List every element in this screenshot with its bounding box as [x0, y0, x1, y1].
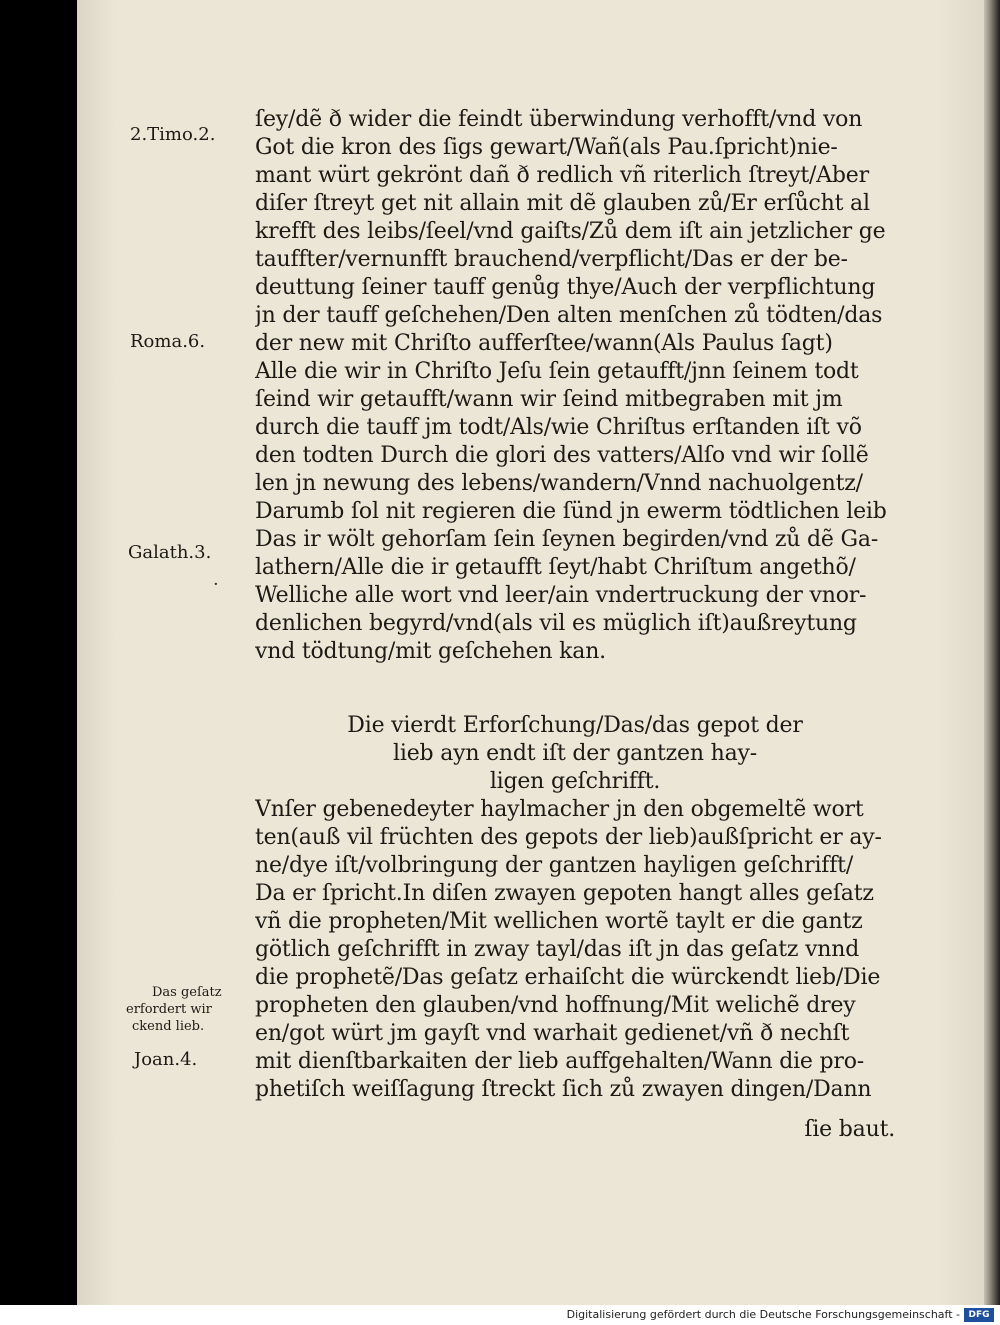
text-line: den todten Durch die glori des vatters/Alſo vnd wir ſollẽ [255, 443, 869, 468]
text-line: Darumb ſol nit regieren die ſünd jn ewerm tödtlichen leib [255, 499, 887, 524]
text-line: Alle die wir in Chriſto Jeſu ſein getaufft/jnn ſeinem todt [255, 359, 859, 384]
book-spine-shadow [984, 0, 1000, 1305]
text-line: ſey/dẽ ð wider die feindt überwindung verhofft/vnd von [255, 107, 863, 132]
footer-credit: Digitalisierung gefördert durch die Deutsche Forschungsgemeinschaft - [566, 1308, 960, 1321]
margin-note-timo: 2.Timo.2. [130, 124, 216, 145]
text-line: diſer ſtreyt get nit allain mit dẽ glauben zů/Er erſůcht al [255, 191, 870, 216]
heading-line: Die vierdt Erforſchung/Das/das gepot der [347, 713, 803, 738]
text-line: die prophetẽ/Das geſatz erhaiſcht die würckendt lieb/Die [255, 965, 881, 990]
text-line: denlichen begyrd/vnd(als vil es müglich iſt)außreytung [255, 611, 857, 636]
text-line: len jn newung des lebens/wandern/Vnnd nachuolgentz/ [255, 471, 863, 496]
text-line: tauffter/vernunfft brauchend/verpflicht/Das er der be- [255, 247, 848, 272]
text-line: ne/dye iſt/volbringung der gantzen hayligen geſchrifft/ [255, 853, 854, 878]
text-line: jn der tauff geſchehen/Den alten menſchen zů tödten/das [255, 303, 883, 328]
margin-note-gesatz: Das geſatz [152, 985, 222, 1000]
text-line: der new mit Chriſto aufferſtee/wann(Als Paulus ſagt) [255, 331, 833, 356]
text-line: ſeind wir getaufft/wann wir ſeind mitbegraben mit jm [255, 387, 843, 412]
text-line: durch die tauff jm todt/Als/wie Chriſtus erſtanden iſt võ [255, 415, 862, 440]
catchword: ſie baut. [804, 1117, 895, 1142]
text-line: vñ die propheten/Mit wellichen wortẽ taylt er die gantz [255, 909, 863, 934]
text-line: deuttung ſeiner tauff genůg thye/Auch der verpflichtung [255, 275, 876, 300]
text-line: Da er ſpricht.In diſen zwayen gepoten hangt alles geſatz [255, 881, 874, 906]
text-line: en/got würt jm gayſt vnd warhait gedienet/vñ ð nechſt [255, 1021, 850, 1046]
text-line: phetiſch weiſſagung ſtreckt ſich zů zwayen dingen/Dann [255, 1077, 872, 1102]
text-line: Welliche alle wort vnd leer/ain vndertruckung der vnor- [255, 583, 867, 608]
text-line: mant würt gekrönt dañ ð redlich vñ riterlich ſtreyt/Aber [255, 163, 869, 188]
text-line: Got die kron des ſigs gewart/Wañ(als Pau.ſpricht)nie- [255, 135, 838, 160]
text-line: lathern/Alle die ir getaufft ſeyt/habt Chriſtum angethõ/ [255, 555, 856, 580]
dfg-logo: DFG [964, 1308, 994, 1322]
text-line: krefft des leibs/ſeel/vnd gaiſts/Zů dem iſt ain jetzlicher ge [255, 219, 886, 244]
text-line: Das ir wölt gehorſam ſein ſeynen begirden/vnd zů dẽ Ga- [255, 527, 879, 552]
ink-mark: · [213, 574, 219, 595]
text-line: götlich geſchrifft in zway tayl/das iſt jn das geſatz vnnd [255, 937, 860, 962]
margin-note-joan: Joan.4. [134, 1049, 198, 1070]
footer-bar [0, 1305, 1000, 1325]
text-line: ten(auß vil früchten des gepots der lieb)außſpricht er ay- [255, 825, 882, 850]
text-line: propheten den glauben/vnd hoffnung/Mit welichẽ drey [255, 993, 856, 1018]
margin-note-galath: Galath.3. [128, 542, 212, 563]
text-line: mit dienſtbarkaiten der lieb auffgehalten/Wann die pro- [255, 1049, 865, 1074]
margin-note-gesatz: ckend lieb. [132, 1019, 205, 1034]
text-line: vnd tödtung/mit geſchehen kan. [255, 639, 606, 664]
text-line: Vnſer gebenedeyter haylmacher jn den obgemeltẽ wort [255, 797, 864, 822]
margin-note-gesatz: erfordert wir [126, 1002, 212, 1017]
heading-line: ligen geſchrifft. [489, 769, 661, 794]
heading-line: lieb ayn endt iſt der gantzen hay- [393, 741, 757, 766]
margin-note-roma: Roma.6. [130, 331, 206, 352]
